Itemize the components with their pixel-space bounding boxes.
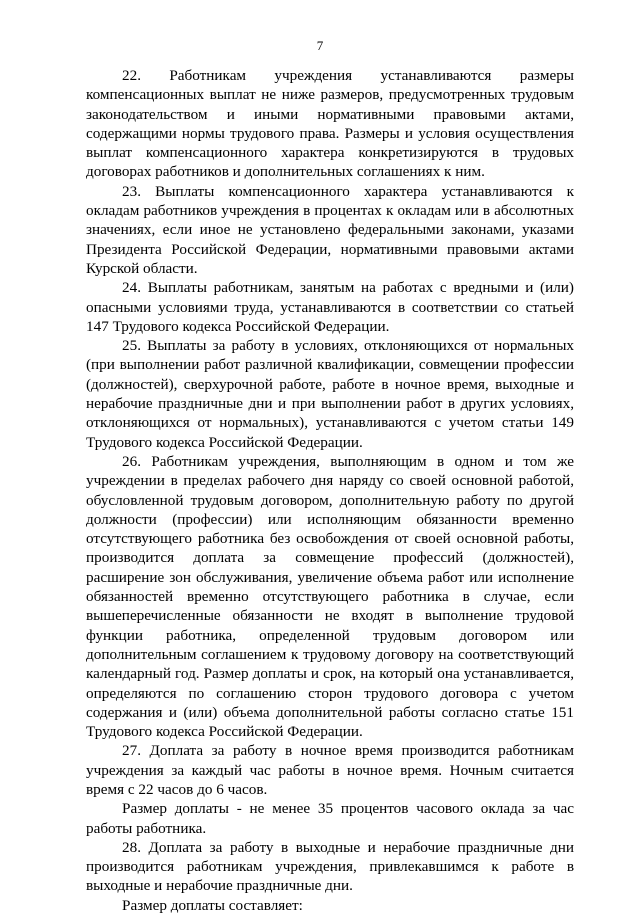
paragraph-26: 26. Работникам учреждения, выполняющим в одном и том же учреждении в пределах рабочего дня наряду со своей основной работой, обусловленной трудовым договором, дополнительную работу по другой должности (профессии) или исполняющим обязанности временно отсутствующего работника без освобождения от своей основной работы, производится доплата за совмещение профессий (должностей), расширение зон обслуживания, увеличение объема работ или исполнение обязанностей временно отсутствующего работника в случае, если вышеперечисленные обязанности не входят в выполнение трудовой функции работника, определенной трудовым договором или дополнительным соглашением к трудовому договору на соответствующий календарный год. Размер доплаты и срок, на который она устанавливается, определяются по соглашению сторон трудового договора с учетом содержания и (или) объема дополнительной работы согласно статье 151 Трудового кодекса Российской Федерации.	[86, 452, 574, 741]
paragraph-28: 28. Доплата за работу в выходные и нерабочие праздничные дни производится работникам учреждения, привлекавшимся к работе в выходные и нерабочие праздничные дни.	[86, 838, 574, 895]
paragraph-23: 23. Выплаты компенсационного характера устанавливаются к окладам работников учреждения в процентах к окладам или в абсолютных значениях, если иное не установлено федеральными законами, указами Президента Российской Федерации, нормативными правовыми актами Курской области.	[86, 182, 574, 277]
paragraph-24: 24. Выплаты работникам, занятым на работах с вредными и (или) опасными условиями труда, устанавливаются в соответствии со статьей 147 Трудового кодекса Российской Федерации.	[86, 279, 574, 335]
paragraph-25: 25. Выплаты за работу в условиях, отклоняющихся от нормальных (при выполнении работ различной квалификации, совмещении профессии (должностей), сверхурочной работе, работе в ночное время, выходные и нерабочие праздничные дни и при выполнении работ в других условиях, отклоняющихся от нормальных), устанавливаются с учетом статьи 149 Трудового кодекса Российской Федерации.	[86, 337, 574, 451]
paragraph-22: 22. Работникам учреждения устанавливаются размеры компенсационных выплат не ниже размеров, предусмотренных трудовым законодательством и иными нормативными правовыми актами, содержащими нормы трудового права. Размеры и условия осуществления выплат компенсационного характера конкретизируются в трудовых договорах работников и дополнительных соглашениях к ним.	[86, 67, 574, 181]
paragraph-28-rate: Размер доплаты составляет:	[122, 896, 303, 914]
paragraph-27-rate: Размер доплаты - не менее 35 процентов часового оклада за час работы работника.	[86, 800, 574, 837]
document-body	[86, 66, 574, 915]
paragraph-27: 27. Доплата за работу в ночное время производится работникам учреждения за каждый час работы в ночное время. Ночным считается время с 22 часов до 6 часов.	[86, 742, 574, 798]
page-number: 7	[316, 38, 324, 53]
